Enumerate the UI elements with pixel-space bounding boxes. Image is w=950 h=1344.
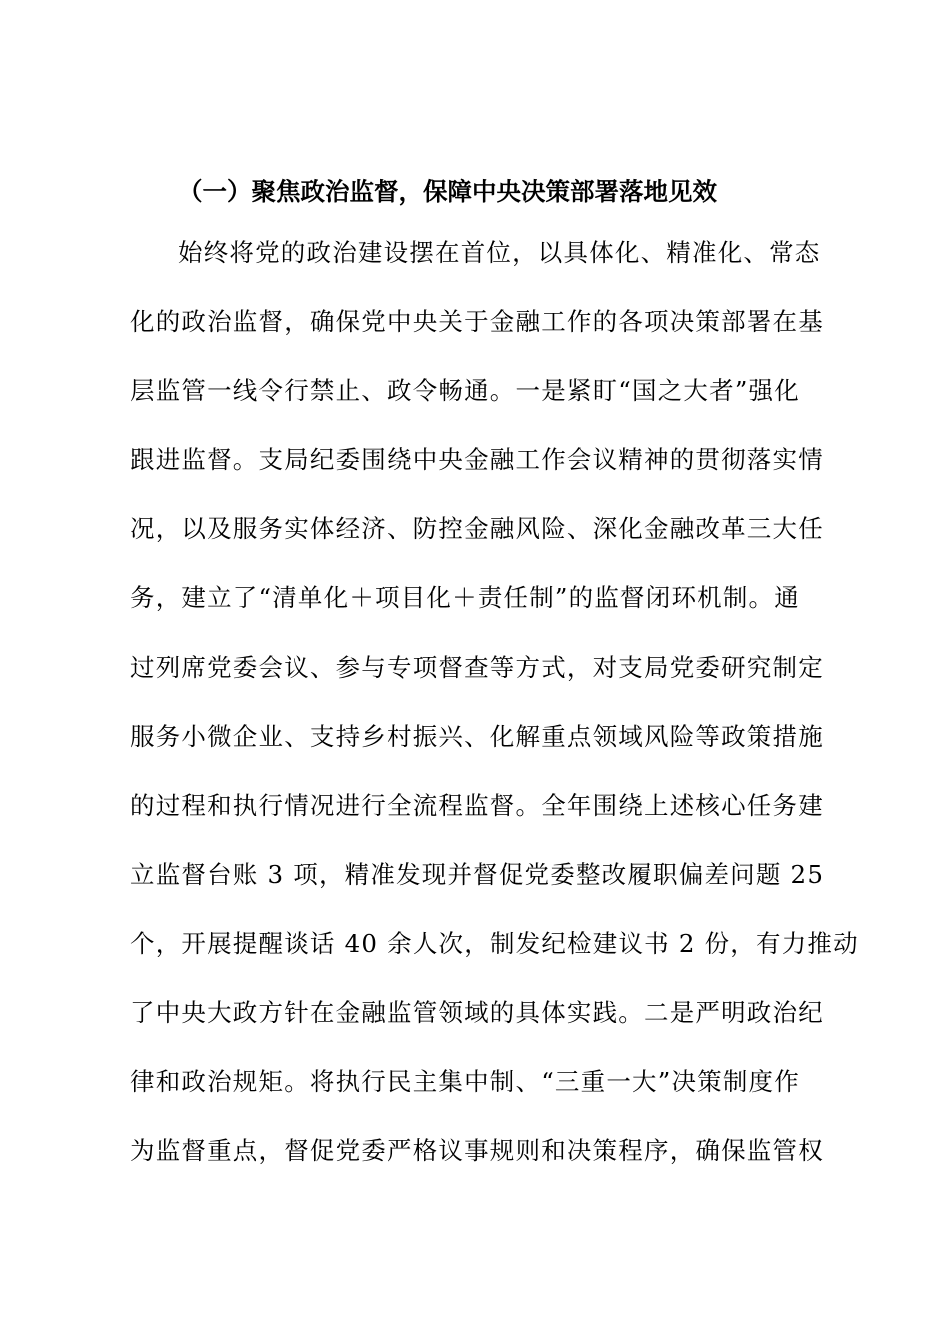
paragraph-line: 务，建立了“清单化＋项目化＋责任制”的监督闭环机制。通	[130, 583, 800, 613]
paragraph-line: 个，开展提醒谈话 40 余人次，制发纪检建议书 2 份，有力推动	[130, 928, 859, 958]
body-paragraph	[130, 232, 859, 1199]
paragraph-line: 始终将党的政治建设摆在首位，以具体化、精准化、常态	[178, 238, 821, 267]
paragraph-line: 跟进监督。支局纪委围绕中央金融工作会议精神的贯彻落实情	[130, 445, 824, 475]
paragraph-line: 立监督台账 3 项，精准发现并督促党委整改履职偏差问题 25	[130, 859, 825, 889]
paragraph-line: 化的政治监督，确保党中央关于金融工作的各项决策部署在基	[130, 307, 824, 337]
paragraph-line: 了中央大政方针在金融监管领域的具体实践。二是严明政治纪	[130, 998, 824, 1028]
paragraph-line: 为监督重点，督促党委严格议事规则和决策程序，确保监管权	[130, 1136, 824, 1166]
paragraph-line: 层监管一线令行禁止、政令畅通。一是紧盯“国之大者”强化	[130, 376, 800, 406]
paragraph-line: 的过程和执行情况进行全流程监督。全年围绕上述核心任务建	[130, 790, 824, 820]
section-heading: （一）聚焦政治监督，保障中央决策部署落地见效	[178, 177, 717, 206]
paragraph-line: 过列席党委会议、参与专项督查等方式，对支局党委研究制定	[130, 652, 824, 682]
paragraph-line: 律和政治规矩。将执行民主集中制、“三重一大”决策制度作	[130, 1067, 800, 1097]
paragraph-line: 服务小微企业、支持乡村振兴、化解重点领域风险等政策措施	[130, 721, 824, 751]
paragraph-line: 况，以及服务实体经济、防控金融风险、深化金融改革三大任	[130, 514, 824, 544]
